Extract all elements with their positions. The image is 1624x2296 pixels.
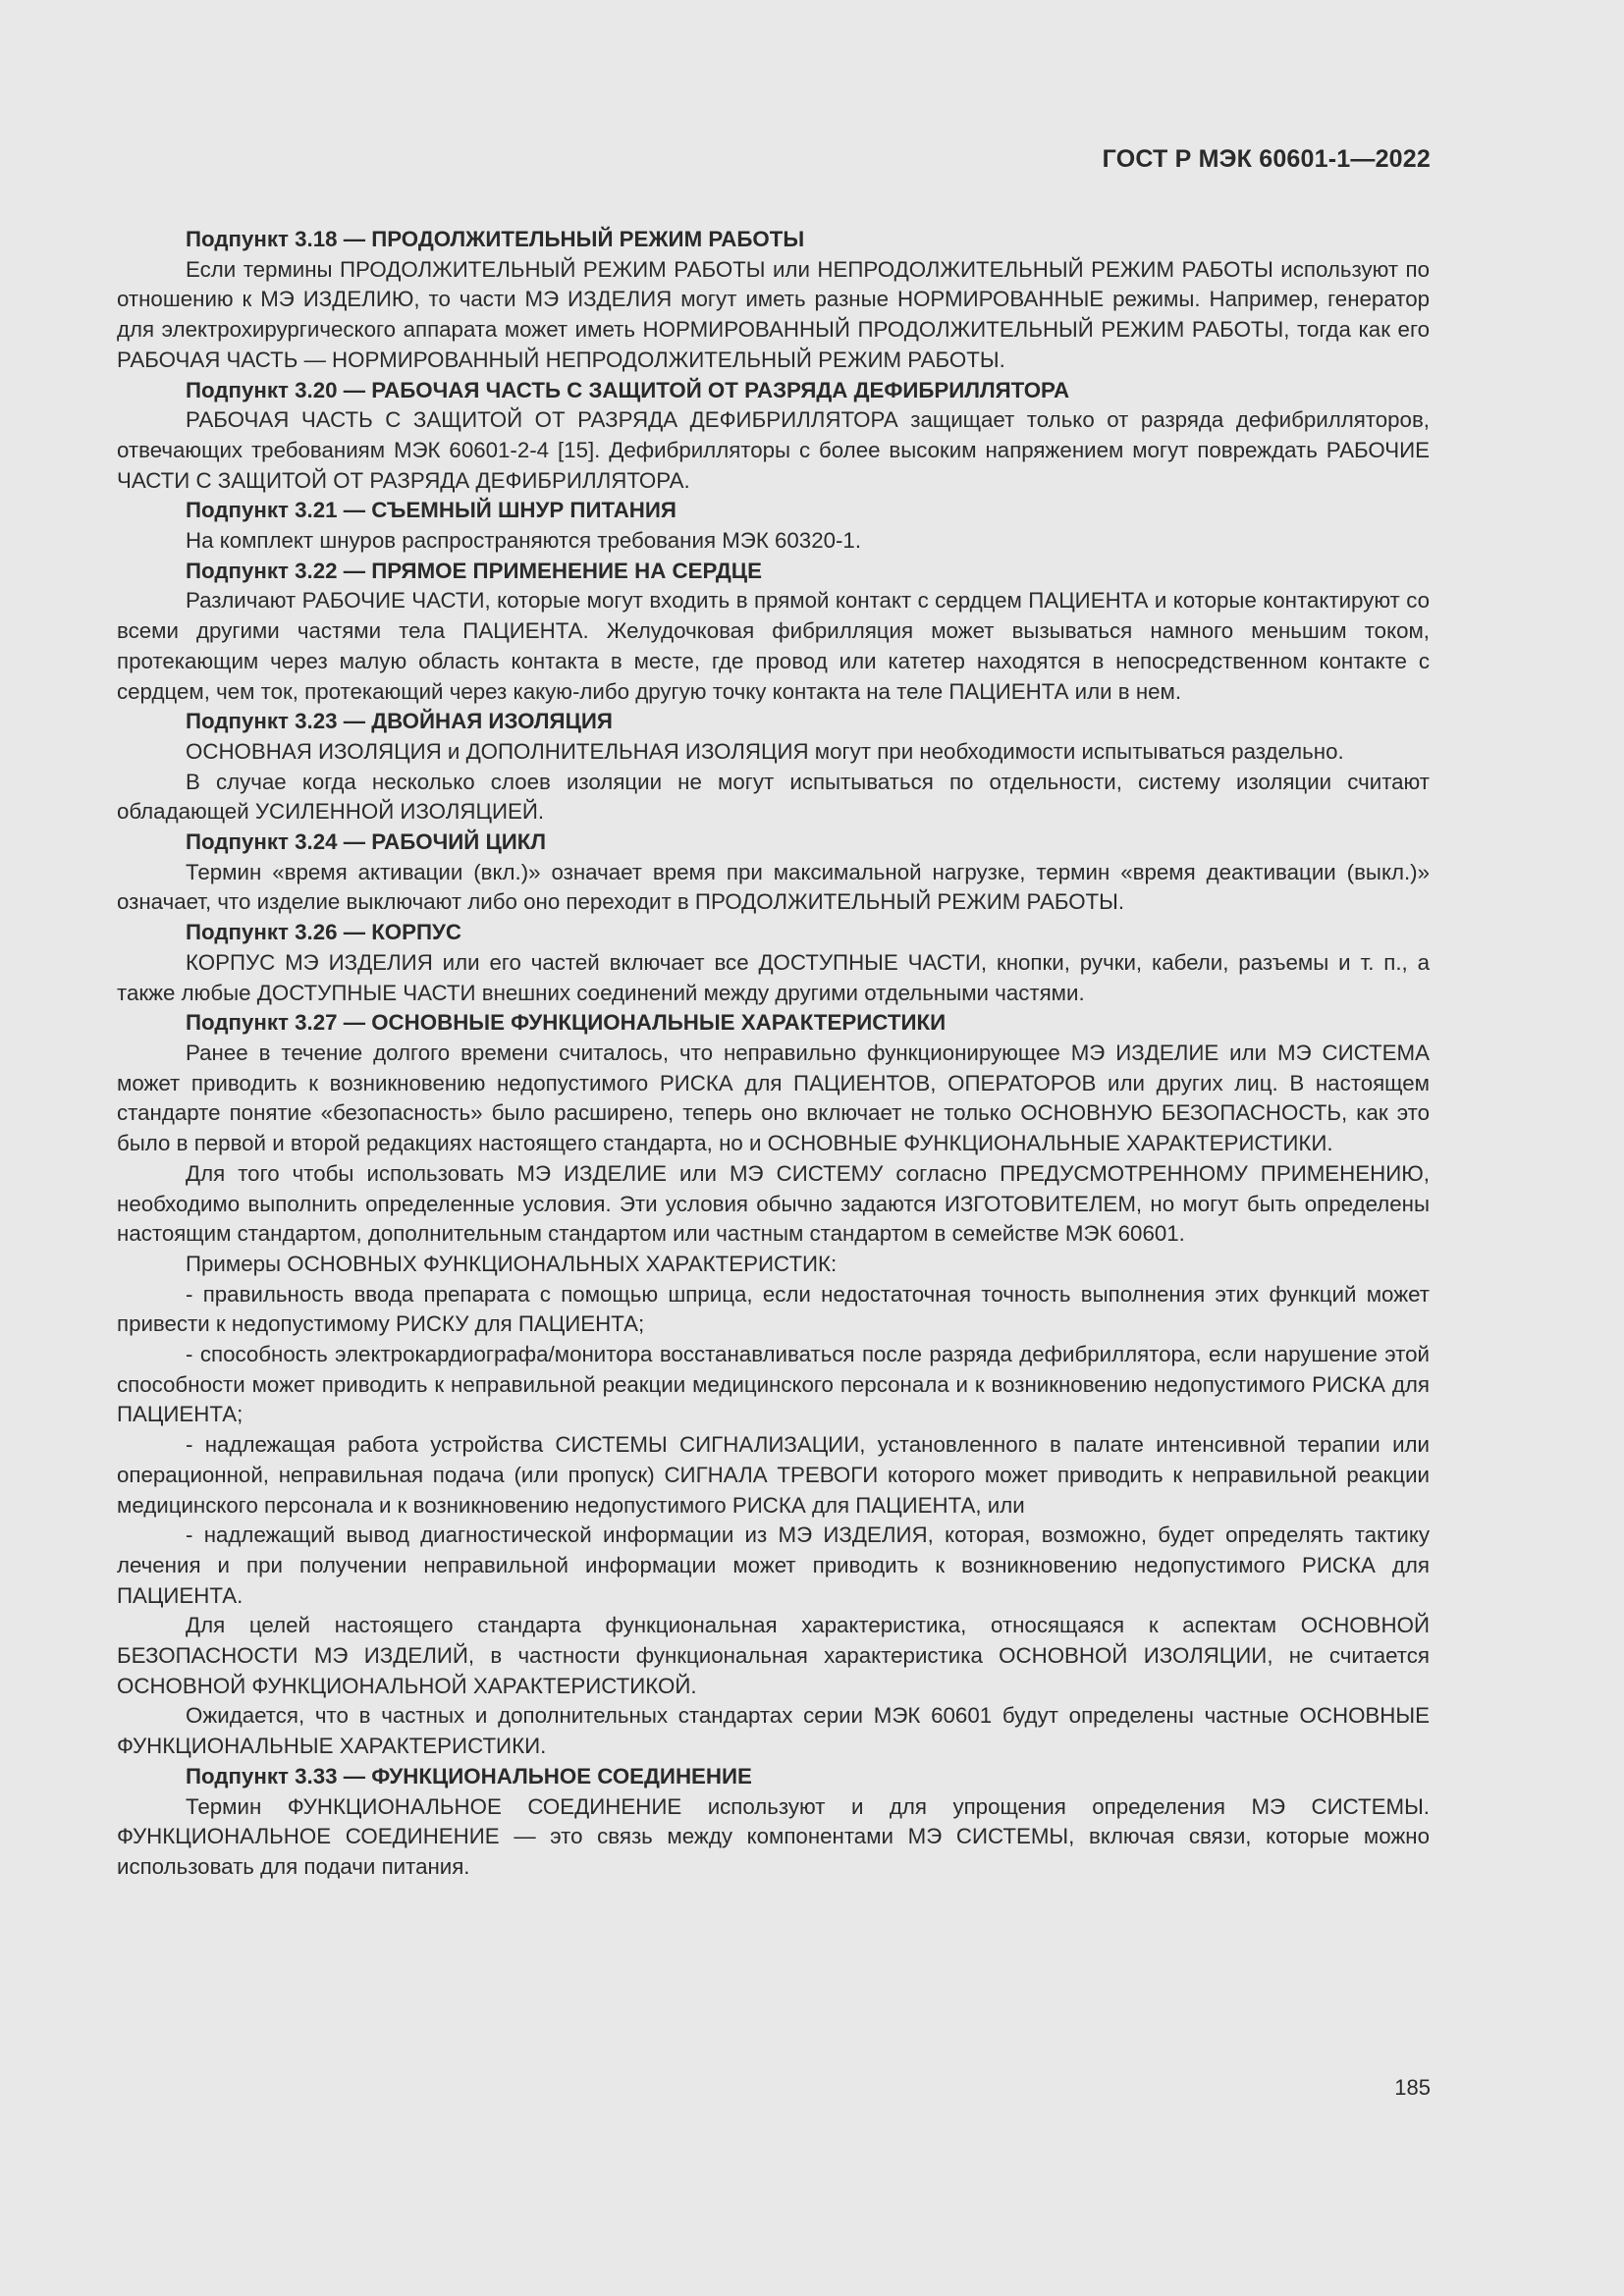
paragraph: Примеры ОСНОВНЫХ ФУНКЦИОНАЛЬНЫХ ХАРАКТЕРИСТИК: <box>186 1251 838 1276</box>
paragraph: В случае когда несколько слоев изоляции не могут испытываться по отдельности, систему изоляции считают обладающей УСИЛЕННОЙ ИЗОЛЯЦИЕЙ. <box>117 769 1430 825</box>
document-header: ГОСТ Р МЭК 60601-1—2022 <box>1102 145 1431 173</box>
paragraph: Если термины ПРОДОЛЖИТЕЛЬНЫЙ РЕЖИМ РАБОТЫ или НЕПРОДОЛЖИТЕЛЬНЫЙ РЕЖИМ РАБОТЫ используют по отношению к МЭ ИЗДЕЛИЮ, то части МЭ ИЗДЕЛИЯ могут иметь разные НОРМИРОВАННЫЕ режимы. Например, генератор для электрохирургического аппарата может иметь НОРМИРОВАННЫЙ ПРОДОЛЖИТЕЛЬНЫЙ РЕЖИМ РАБОТЫ, тогда как его РАБОЧАЯ ЧАСТЬ — НОРМИРОВАННЫЙ НЕПРОДОЛЖИТЕЛЬНЫЙ РЕЖИМ РАБОТЫ. <box>117 256 1430 372</box>
paragraph: Ранее в течение долгого времени считалось, что неправильно функционирующее МЭ ИЗДЕЛИЕ или МЭ СИСТЕМА может приводить к возникновению недопустимого РИСКА для ПАЦИЕНТОВ, ОПЕРАТОРОВ или других лиц. В настоящем стандарте понятие «безопасность» было расширено, теперь оно включает не только ОСНОВНУЮ БЕЗОПАСНОСТЬ, как это было в первой и второй редакциях настоящего стандарта, но и ОСНОВНЫЕ ФУНКЦИОНАЛЬНЫЕ ХАРАКТЕРИСТИКИ. <box>117 1040 1430 1156</box>
section-heading: Подпункт 3.18 — ПРОДОЛЖИТЕЛЬНЫЙ РЕЖИМ РАБОТЫ <box>186 227 805 251</box>
document-body <box>117 225 1430 1883</box>
paragraph: Различают РАБОЧИЕ ЧАСТИ, которые могут входить в прямой контакт с сердцем ПАЦИЕНТА и которые контактируют со всеми другими частями тела ПАЦИЕНТА. Желудочковая фибрилляция может вызываться намного меньшим током, протекающим через малую область контакта в месте, где провод или катетер находятся в непосредственном контакте с сердцем, чем ток, протекающий через какую-либо другую точку контакта на теле ПАЦИЕНТА или в нем. <box>117 588 1430 704</box>
section-heading: Подпункт 3.21 — СЪЕМНЫЙ ШНУР ПИТАНИЯ <box>186 498 677 523</box>
paragraph: Для целей настоящего стандарта функциональная характеристика, относящаяся к аспектам ОСНОВНОЙ БЕЗОПАСНОСТИ МЭ ИЗДЕЛИЙ, в частности функциональная характеристика ОСНОВНОЙ ИЗОЛЯЦИИ, не считается ОСНОВНОЙ ФУНКЦИОНАЛЬНОЙ ХАРАКТЕРИСТИКОЙ. <box>117 1613 1430 1698</box>
paragraph: - надлежащая работа устройства СИСТЕМЫ СИГНАЛИЗАЦИИ, установленного в палате интенсивной терапии или операционной, неправильная подача (или пропуск) СИГНАЛА ТРЕВОГИ которого может приводить к неправильной реакции медицинского персонала и к возникновению недопустимого РИСКА для ПАЦИЕНТА, или <box>117 1432 1430 1518</box>
paragraph: - надлежащий вывод диагностической информации из МЭ ИЗДЕЛИЯ, которая, возможно, будет определять тактику лечения и при получении неправильной информации может приводить к возникновению недопустимого РИСКА для ПАЦИЕНТА. <box>117 1522 1430 1608</box>
paragraph: Термин «время активации (вкл.)» означает время при максимальной нагрузке, термин «время деактивации (выкл.)» означает, что изделие выключают либо оно переходит в ПРОДОЛЖИТЕЛЬНЫЙ РЕЖИМ РАБОТЫ. <box>117 859 1430 915</box>
paragraph: Термин ФУНКЦИОНАЛЬНОЕ СОЕДИНЕНИЕ используют и для упрощения определения МЭ СИСТЕМЫ. ФУНКЦИОНАЛЬНОЕ СОЕДИНЕНИЕ — это связь между компонентами МЭ СИСТЕМЫ, включая связи, которые можно использовать для подачи питания. <box>117 1793 1430 1879</box>
page-number: 185 <box>1394 2075 1431 2100</box>
paragraph: - правильность ввода препарата с помощью шприца, если недостаточная точность выполнения этих функций может привести к недопустимому РИСКУ для ПАЦИЕНТА; <box>117 1281 1430 1337</box>
section-heading: Подпункт 3.22 — ПРЯМОЕ ПРИМЕНЕНИЕ НА СЕРДЦЕ <box>186 558 762 583</box>
section-heading: Подпункт 3.27 — ОСНОВНЫЕ ФУНКЦИОНАЛЬНЫЕ ХАРАКТЕРИСТИКИ <box>186 1010 947 1036</box>
section-heading: Подпункт 3.23 — ДВОЙНАЯ ИЗОЛЯЦИЯ <box>186 709 613 734</box>
paragraph: На комплект шнуров распространяются требования МЭК 60320-1. <box>186 528 862 554</box>
paragraph: Для того чтобы использовать МЭ ИЗДЕЛИЕ или МЭ СИСТЕМУ согласно ПРЕДУСМОТРЕННОМУ ПРИМЕНЕНИЮ, необходимо выполнить определенные условия. Эти условия обычно задаются ИЗГОТОВИТЕЛЕМ, но могут быть определены настоящим стандартом, дополнительным стандартом или частным стандартом в семействе МЭК 60601. <box>117 1160 1430 1247</box>
section-heading: Подпункт 3.24 — РАБОЧИЙ ЦИКЛ <box>186 829 547 855</box>
paragraph: - способность электрокардиографа/монитора восстанавливаться после разряда дефибриллятора, если нарушение этой способности может приводить к неправильной реакции медицинского персонала и к возникновению недопустимого РИСКА для ПАЦИЕНТА; <box>117 1342 1430 1427</box>
section-heading: Подпункт 3.26 — КОРПУС <box>186 920 462 945</box>
paragraph: КОРПУС МЭ ИЗДЕЛИЯ или его частей включает все ДОСТУПНЫЕ ЧАСТИ, кнопки, ручки, кабели, разъемы и т. п., а также любые ДОСТУПНЫЕ ЧАСТИ внешних соединений между другими отдельными частями. <box>117 949 1430 1005</box>
section-heading: Подпункт 3.33 — ФУНКЦИОНАЛЬНОЕ СОЕДИНЕНИЕ <box>186 1763 752 1789</box>
section-heading: Подпункт 3.20 — РАБОЧАЯ ЧАСТЬ С ЗАЩИТОЙ ОТ РАЗРЯДА ДЕФИБРИЛЛЯТОРА <box>186 377 1070 402</box>
paragraph: РАБОЧАЯ ЧАСТЬ С ЗАЩИТОЙ ОТ РАЗРЯДА ДЕФИБРИЛЛЯТОРА защищает только от разряда дефибрилляторов, отвечающих требованиям МЭК 60601-2-4 [15]. Дефибрилляторы с более высоким напряжением могут повреждать РАБОЧИЕ ЧАСТИ С ЗАЩИТОЙ ОТ РАЗРЯДА ДЕФИБРИЛЛЯТОРА. <box>117 407 1430 493</box>
paragraph: ОСНОВНАЯ ИЗОЛЯЦИЯ и ДОПОЛНИТЕЛЬНАЯ ИЗОЛЯЦИЯ могут при необходимости испытываться раздельно. <box>186 738 1344 764</box>
paragraph: Ожидается, что в частных и дополнительных стандартах серии МЭК 60601 будут определены частные ОСНОВНЫЕ ФУНКЦИОНАЛЬНЫЕ ХАРАКТЕРИСТИКИ. <box>117 1703 1430 1759</box>
